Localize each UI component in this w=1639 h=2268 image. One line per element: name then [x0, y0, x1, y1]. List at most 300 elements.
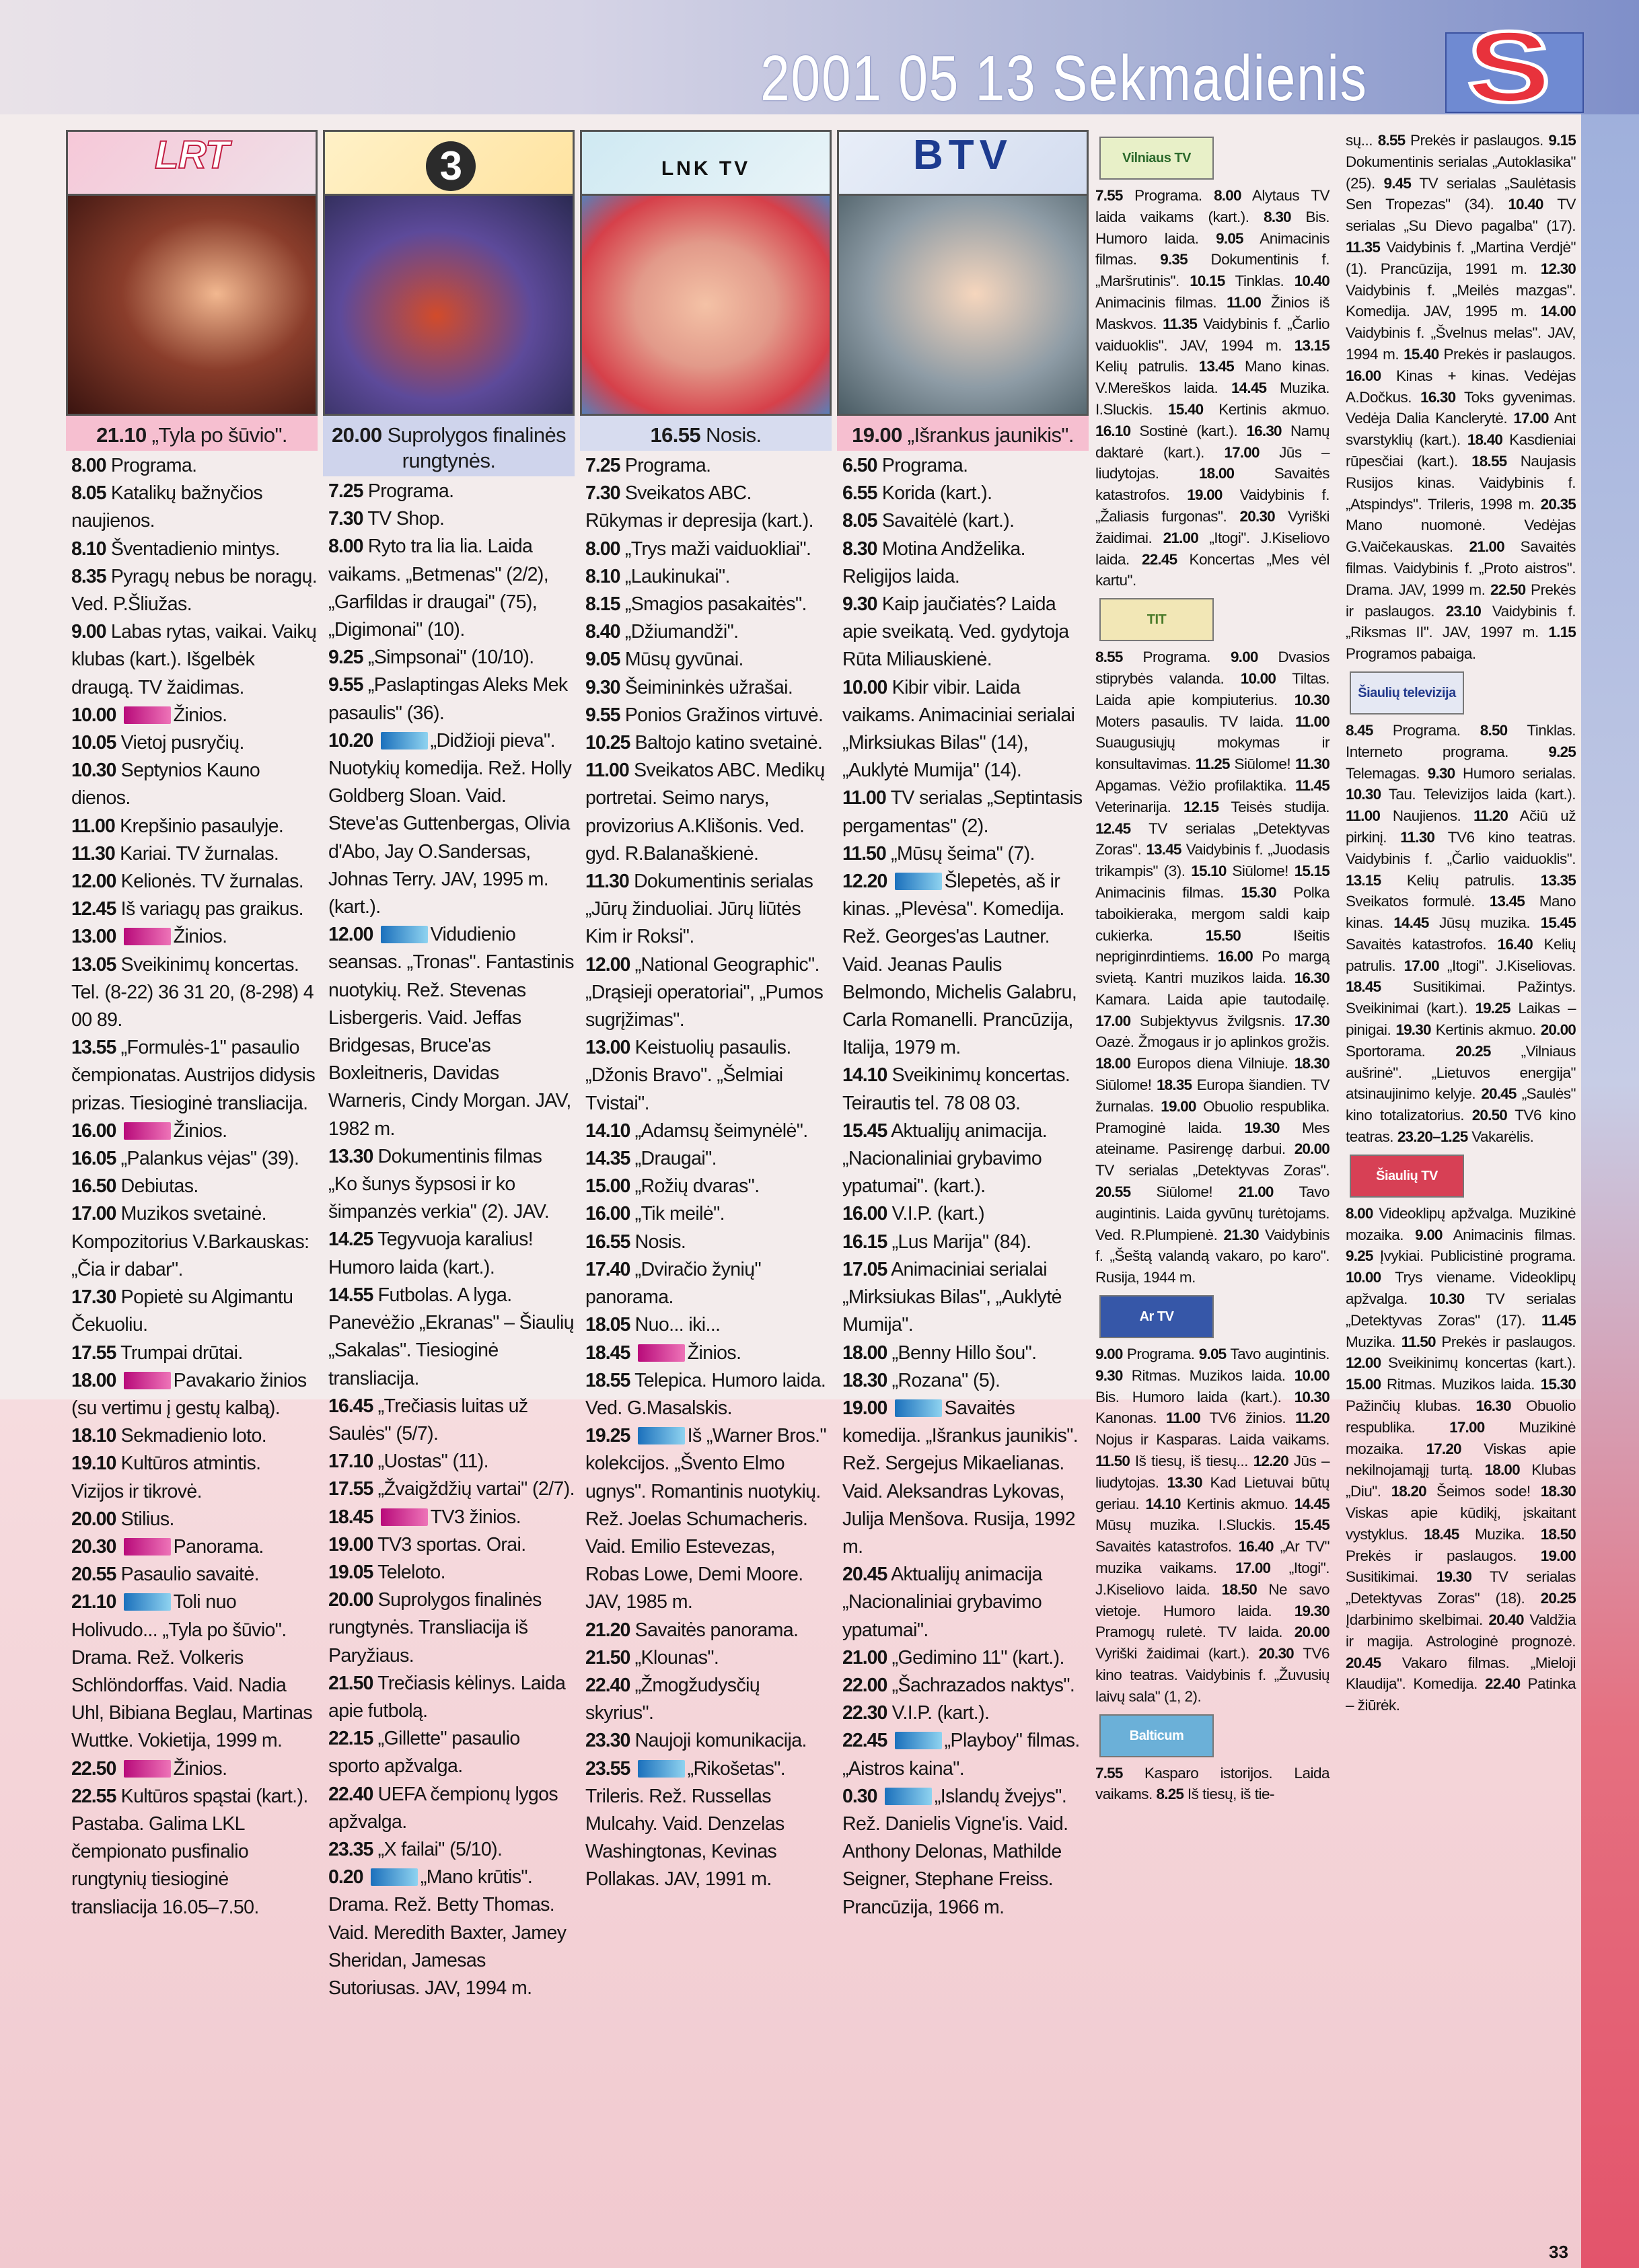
- program-time: 15.40: [1404, 345, 1439, 363]
- program-text: Žinios iš Maskvos.: [1095, 293, 1330, 332]
- program-text: TV serialas „Su Dievo pagalba" (17).: [1346, 196, 1576, 235]
- regional-channel-name: Šiaulių televizija: [1358, 685, 1456, 700]
- program-time: 11.00: [1295, 712, 1330, 730]
- program-text: „Klounas".: [634, 1646, 719, 1669]
- program-text: TV serialas „Saulėtasis Sen Tropezas" (34).: [1346, 174, 1576, 213]
- program-time: 19.00: [1161, 1097, 1196, 1115]
- program-time: 17.00: [1224, 443, 1260, 461]
- program-text: Vaidybinis f. „Šeštą valandą vakaro, po karo". Rusija, 1944 m.: [1095, 1226, 1330, 1286]
- program-time: 19.00: [1187, 486, 1223, 504]
- feature-title: [837, 416, 1089, 451]
- program-text: Europos diena Vilniuje.: [1136, 1055, 1288, 1072]
- program-time: 15.50: [1205, 926, 1241, 944]
- program-time: 15.00: [1346, 1376, 1381, 1393]
- program-text: Savaitės komedija. „Išrankus jaunikis". Rež. Sergejus Mikaelianas. Vaid. Aleksandras Lykovas, Julija Menšova. Rusija, 1992 m.: [842, 1397, 1079, 1558]
- program-text: Tinklas. Interneto programa.: [1346, 721, 1576, 760]
- program-text: Moters pasaulis. TV laida.: [1095, 712, 1284, 730]
- program-text: Animacinis filmas.: [1095, 883, 1224, 901]
- program-item: [842, 1062, 1089, 1117]
- program-time: 14.10: [842, 1064, 887, 1087]
- program-time: 14.45: [1393, 914, 1429, 932]
- program-item: [842, 1229, 1089, 1256]
- program-time: 22.40: [585, 1674, 630, 1696]
- program-text: Sveikinimų koncertas. Tel. (8-22) 36 31 20, (8-298) 4 00 89.: [71, 953, 314, 1031]
- program-time: 16.00: [1217, 948, 1253, 965]
- zinios-tag-icon: [381, 1508, 428, 1526]
- program-time: 8.30: [1264, 208, 1291, 225]
- program-text: Šeimos sode!: [1436, 1483, 1531, 1500]
- program-text: Ačiū už pirkinį.: [1346, 807, 1576, 846]
- program-time: 19.10: [71, 1453, 116, 1475]
- program-time: 19.00: [1540, 1547, 1576, 1564]
- page-date-title: [760, 42, 1368, 116]
- program-item: [585, 1173, 832, 1200]
- program-time: 14.35: [585, 1148, 630, 1170]
- program-time: 21.00: [842, 1646, 887, 1669]
- program-time: 15.10: [1191, 863, 1227, 880]
- program-text: Naujienos.: [1392, 807, 1461, 825]
- program-time: 21.00: [1163, 529, 1198, 546]
- program-time: 18.00: [1484, 1461, 1520, 1479]
- program-time: 10.30: [1294, 691, 1330, 708]
- program-item: [71, 1367, 318, 1422]
- program-time: 11.00: [71, 815, 115, 837]
- program-time: 20.40: [1488, 1611, 1524, 1628]
- channel-logo: [580, 130, 832, 194]
- program-text: Trumpai drūtai.: [120, 1342, 243, 1364]
- program-time: 18.50: [1221, 1580, 1257, 1598]
- program-time: 20.55: [1095, 1183, 1131, 1201]
- program-text: Savaitės katastrofos.: [1095, 1538, 1232, 1556]
- program-item: [585, 618, 832, 646]
- program-text: Kultūros atmintis. Vizijos ir tikrovė.: [71, 1453, 261, 1502]
- program-item: [71, 702, 318, 729]
- program-time: 8.10: [585, 565, 620, 587]
- program-time: 20.00: [1294, 1623, 1330, 1641]
- program-item: [842, 1340, 1089, 1367]
- program-item: [842, 591, 1089, 674]
- program-time: 23.55: [585, 1757, 630, 1780]
- filmas-tag-icon: [895, 1399, 942, 1417]
- program-time: 9.00: [1095, 1346, 1123, 1363]
- program-text: Nojus ir Kasparas. Laida vaikams.: [1095, 1431, 1330, 1449]
- program-time: 13.55: [71, 1037, 116, 1059]
- program-text: Telepica. Humoro laida. Ved. G.Masalskis.: [585, 1369, 826, 1419]
- program-time: 18.45: [585, 1342, 630, 1364]
- program-item: [71, 840, 318, 868]
- program-time: 16.10: [1095, 422, 1131, 439]
- channel-logo-text: LRT: [155, 133, 229, 177]
- program-text: Vietoj pusryčių.: [120, 732, 244, 754]
- program-item: [328, 1475, 575, 1503]
- program-text: Dokumentinis filmas „Ko šunys šypsosi ir ko šimpanzės verkia" (2). JAV.: [328, 1145, 550, 1223]
- program-time: 18.30: [1294, 1055, 1330, 1072]
- program-item: [585, 480, 832, 535]
- program-text: TV6 žinios.: [1209, 1410, 1286, 1427]
- program-item: [71, 1755, 318, 1783]
- program-time: 9.15: [1548, 132, 1576, 149]
- program-text: Suprolygos finalinės rungtynės. Transliacija iš Paryžiaus.: [328, 1589, 542, 1667]
- program-item: [328, 1282, 575, 1393]
- program-time: 22.50: [71, 1757, 116, 1780]
- program-list: [323, 476, 575, 2002]
- program-time: 16.30: [1246, 422, 1282, 439]
- program-time: 22.45: [1142, 550, 1177, 568]
- program-time: 11.30: [585, 871, 629, 893]
- channel-logo-text: 3: [426, 141, 476, 191]
- program-text: V.I.P. (kart.): [891, 1203, 984, 1225]
- program-text: Savaitės katastrofos.: [1346, 935, 1487, 953]
- program-text: Animaciniai serialai „Mirksiukas Bilas", „Auklytė Mumija".: [842, 1258, 1062, 1336]
- program-time: 15.40: [1167, 400, 1204, 418]
- program-text: „Formulės-1" pasaulio čempionatas. Austrijos didysis prizas. Tiesioginė transliacija.: [71, 1037, 316, 1114]
- program-text: Kasdieniai rūpesčiai (kart.).: [1346, 431, 1576, 470]
- program-time: 15.45: [1294, 1516, 1330, 1534]
- program-text: Korida (kart.).: [881, 482, 992, 505]
- program-item: [842, 1367, 1089, 1395]
- program-time: 16.40: [1238, 1538, 1274, 1556]
- program-text: „X failai" (5/10).: [377, 1838, 503, 1860]
- program-text: Po margą svietą. Kantri muzikos laida.: [1095, 948, 1330, 987]
- program-item: [585, 1229, 832, 1256]
- zinios-tag-icon: [638, 1344, 685, 1362]
- program-time: 9.00: [71, 621, 106, 643]
- program-item: [328, 727, 575, 921]
- program-text: Vyriški žaidimai (kart.).: [1095, 1645, 1249, 1662]
- program-text: Pyragų nebus be noragų. Ved. P.Šliužas.: [71, 565, 318, 616]
- program-text: „Palankus vėjas" (39).: [120, 1148, 299, 1170]
- program-time: 14.00: [1540, 303, 1576, 320]
- program-time: 17.00: [1404, 957, 1439, 974]
- program-time: 10.00: [1240, 669, 1276, 687]
- program-item: [328, 1531, 575, 1559]
- program-time: 9.30: [842, 593, 877, 616]
- program-text: Ritmas. Muzikos laida.: [1387, 1376, 1535, 1393]
- program-time: 9.25: [1346, 1247, 1373, 1265]
- program-text: „Itogi". J.Kiseliovo laida.: [1095, 1560, 1330, 1598]
- program-time: 18.35: [1156, 1076, 1192, 1094]
- regional-program-block: [1095, 185, 1330, 591]
- program-text: Ant svarstyklių (kart.).: [1346, 410, 1576, 449]
- program-text: „Laukinukai".: [624, 565, 730, 587]
- program-text: Ritmas. Muzikos laida.: [1131, 1366, 1286, 1384]
- day-letter-icon: S: [1467, 10, 1552, 123]
- program-item: [71, 1533, 318, 1561]
- program-time: 19.30: [1395, 1021, 1431, 1039]
- program-text: „Smagios pasakaitės".: [624, 593, 807, 616]
- program-time: 23.10: [1445, 602, 1482, 620]
- program-text: Žinios.: [173, 704, 227, 726]
- program-time: 23.35: [328, 1838, 373, 1860]
- filmas-tag-icon: [381, 926, 428, 943]
- program-item: [71, 1034, 318, 1118]
- program-time: 8.00: [71, 455, 106, 476]
- program-text: Oazė. Žmogaus ir jo aplinkos grožis.: [1095, 1033, 1330, 1051]
- program-text: Animacinis filmas.: [1453, 1226, 1576, 1243]
- program-text: Kad Lietuvai būtų geriau.: [1095, 1473, 1330, 1512]
- program-time: 22.55: [71, 1785, 116, 1807]
- program-text: Subjektyvus žvilgsnis.: [1140, 1012, 1285, 1029]
- program-item: [328, 671, 575, 727]
- program-time: 20.25: [1455, 1042, 1491, 1060]
- program-text: Iš tiesų, iš tiesų...: [1134, 1453, 1248, 1470]
- program-time: 19.30: [1436, 1568, 1472, 1586]
- feature-time: 19.00: [852, 423, 902, 447]
- program-item: [71, 1118, 318, 1145]
- program-item: [842, 452, 1089, 480]
- program-time: 13.35: [1540, 871, 1576, 889]
- program-time: 22.50: [1490, 581, 1526, 598]
- program-item: [842, 1395, 1089, 1561]
- regional-channel-logo: [1350, 671, 1464, 715]
- program-time: 23.20–1.25: [1397, 1128, 1468, 1146]
- program-text: „Tik meilė".: [634, 1203, 725, 1225]
- program-time: 21.00: [1469, 538, 1504, 556]
- program-item: [585, 1311, 832, 1339]
- program-time: 9.00: [1230, 649, 1258, 666]
- program-text: „Benny Hillo šou".: [891, 1342, 1037, 1364]
- program-time: 16.00: [71, 1120, 116, 1142]
- program-text: Pasaulio savaitė.: [120, 1564, 259, 1586]
- program-item: [842, 1200, 1089, 1228]
- program-item: [71, 1588, 318, 1755]
- program-text: Dvasios stiprybės valanda.: [1095, 649, 1330, 687]
- program-time: 12.30: [1540, 260, 1576, 277]
- program-item: [585, 729, 832, 757]
- program-text: Šlepetės, aš ir kinas. „Plevėsa". Komedija. Rež. Georges'as Lautner. Vaid. Jeanas Paulis Belmondo, Michelis Galabru, Carla Romanelli. Prancūzija, Italija, 1979 m.: [842, 871, 1077, 1059]
- program-time: 18.50: [1540, 1525, 1576, 1543]
- program-text: Programa.: [881, 455, 968, 476]
- program-text: Žinios.: [687, 1342, 741, 1364]
- program-text: Trečiasis kėlinys. Laida apie futbolą.: [328, 1672, 566, 1722]
- program-text: Toli nuo Holivudo... „Tyla po šūvio". Drama. Rež. Volkeris Schlöndorffas. Vaid. Nadia Uhl, Bibiana Beglau, Martinas Wuttke. Vokietija, 1999 m.: [71, 1591, 313, 1752]
- program-time: 9.30: [585, 676, 620, 698]
- program-text: Mano kinas. V.Mereškos laida.: [1095, 358, 1330, 397]
- program-item: [585, 452, 832, 480]
- program-text: „Simpsonai" (10/10).: [367, 647, 534, 669]
- program-time: 18.40: [1467, 431, 1503, 449]
- program-time: 0.20: [328, 1866, 363, 1889]
- regional-channel-name: Vilniaus TV: [1122, 151, 1191, 166]
- program-time: 22.15: [328, 1728, 373, 1750]
- program-item: [585, 674, 832, 702]
- program-time: 17.30: [71, 1286, 116, 1309]
- program-text: Aktualijų animacija „Nacionaliniai grybavimo ypatumai".: [842, 1564, 1042, 1641]
- program-item: [71, 729, 318, 757]
- program-item: [328, 1393, 575, 1448]
- program-item: [328, 1670, 575, 1725]
- filmas-tag-icon: [638, 1760, 685, 1778]
- program-time: 15.30: [1241, 883, 1276, 901]
- program-time: 22.40: [1485, 1675, 1521, 1693]
- program-item: [585, 536, 832, 563]
- program-time: 10.00: [71, 704, 116, 726]
- program-text: Mūsų gyvūnai.: [624, 649, 743, 671]
- feature-time: 16.55: [650, 423, 701, 447]
- program-item: [585, 1367, 832, 1422]
- program-text: Programa.: [1142, 649, 1211, 666]
- program-text: Jūsų muzika.: [1439, 914, 1531, 932]
- program-time: 12.45: [71, 898, 116, 920]
- program-time: 20.30: [71, 1535, 116, 1558]
- program-item: [71, 951, 318, 1035]
- program-text: „Gedimino 11" (kart.).: [891, 1646, 1064, 1669]
- program-time: 8.55: [1095, 649, 1123, 666]
- program-time: 11.30: [1400, 828, 1435, 846]
- program-text: Sekmadienio loto.: [120, 1425, 267, 1447]
- program-time: 17.20: [1426, 1440, 1461, 1457]
- program-time: 20.45: [842, 1564, 887, 1586]
- program-text: Kertinis akmuo.: [1186, 1495, 1288, 1512]
- program-time: 11.00: [585, 760, 629, 782]
- program-text: „National Geographic". „Drąsieji operatoriai", „Pumos sugrįžimas".: [585, 953, 824, 1031]
- program-text: Nosis.: [634, 1231, 686, 1253]
- program-text: Sveikinimų koncertas (kart.).: [1387, 1354, 1576, 1372]
- program-time: 8.00: [1346, 1204, 1373, 1222]
- program-time: 10.25: [585, 732, 630, 754]
- program-text: Kelių patrulis.: [1406, 871, 1515, 889]
- program-time: 17.00: [71, 1203, 116, 1225]
- program-time: 21.10: [71, 1591, 116, 1613]
- program-text: Dokumentinis serialas „Jūrų žinduoliai. Jūrų liūtės Kim ir Roksi".: [585, 871, 813, 948]
- program-time: 16.30: [1420, 388, 1456, 406]
- program-time: 19.00: [328, 1533, 373, 1556]
- date-text: 2001 05 13: [760, 42, 1037, 114]
- program-text: Kariai. TV žurnalas.: [120, 842, 279, 865]
- program-text: TV6 kino teatras. Vaidybinis f. „Čarlio vaiduoklis".: [1346, 828, 1576, 867]
- regional-channel-name: Ar TV: [1139, 1309, 1174, 1325]
- program-item: [585, 1644, 832, 1672]
- program-text: „Gillette" pasaulio sporto apžvalga.: [328, 1728, 520, 1778]
- program-time: 13.30: [1167, 1473, 1202, 1491]
- program-text: Vaidybinis f. „Meilės mazgas". Komedija. JAV, 1995 m.: [1346, 281, 1576, 320]
- program-time: 19.30: [1244, 1119, 1280, 1136]
- program-item: [585, 1034, 832, 1118]
- program-time: 10.20: [328, 729, 373, 752]
- program-item: [328, 1781, 575, 1836]
- program-item: [71, 1200, 318, 1284]
- program-text: Sveikatos formulė.: [1346, 893, 1476, 910]
- program-text: Įvykiai. Publicistinė programa.: [1379, 1247, 1576, 1265]
- program-item: [585, 1617, 832, 1644]
- program-time: 22.30: [842, 1702, 887, 1724]
- program-time: 16.30: [1294, 970, 1330, 987]
- program-text: Pavakario žinios (su vertimu į gestų kalbą).: [71, 1369, 307, 1419]
- program-text: Kasparo istorijos. Laida vaikams.: [1095, 1764, 1330, 1803]
- program-time: 18.00: [1198, 465, 1235, 482]
- channel-column-3: [837, 130, 1089, 1922]
- program-text: Dokumentinis f. „Maršrutinis".: [1095, 251, 1330, 290]
- program-item: [585, 868, 832, 951]
- program-time: 10.30: [71, 760, 116, 782]
- program-time: 18.10: [71, 1425, 116, 1447]
- program-text: Prekės ir paslaugos.: [1441, 1333, 1576, 1350]
- program-text: Aktualijų animacija. „Nacionaliniai grybavimo ypatumai". (kart.).: [842, 1120, 1048, 1198]
- program-text: Trys viename. Videoklipų apžvalga.: [1346, 1269, 1576, 1308]
- program-text: Susitikimai.: [1346, 1568, 1418, 1586]
- program-time: 11.50: [1095, 1453, 1130, 1470]
- program-time: 17.00: [1449, 1418, 1485, 1436]
- program-time: 11.35: [1162, 315, 1198, 332]
- program-time: 15.45: [842, 1120, 887, 1142]
- program-item: [71, 757, 318, 812]
- program-text: Telemagas.: [1346, 764, 1420, 782]
- program-time: 10.05: [71, 732, 116, 754]
- program-time: 15.45: [1540, 914, 1576, 932]
- program-text: Vidudienio seansas. „Tronas". Fantastinis nuotykių. Rež. Stevenas Lisbergeris. Vaid. Jeffas Bridgesas, Bruce'as Boxleitneris, Davidas Warneris, Cindy Morgan. JAV, 1982 m.: [328, 924, 574, 1140]
- program-text: Katalikų bažnyčios naujienos.: [71, 482, 263, 532]
- channel-column-1: [323, 130, 575, 2002]
- program-text: Prekės ir paslaugos.: [1443, 345, 1576, 363]
- program-time: 21.50: [328, 1672, 373, 1694]
- program-text: Nuo... iki...: [634, 1314, 721, 1336]
- program-time: 20.30: [1239, 507, 1275, 525]
- zinios-tag-icon: [124, 1760, 171, 1778]
- program-time: 8.35: [71, 565, 106, 587]
- regional-channel-name: Balticum: [1129, 1728, 1184, 1743]
- zinios-tag-icon: [124, 1538, 171, 1556]
- program-text: Kultūros spąstai (kart.). Pastaba. Galima LKL čempionato pusfinalio rungtynių tiesioginė transliacija 16.05–7.50.: [71, 1785, 308, 1918]
- program-time: 16.00: [842, 1203, 887, 1225]
- program-text: TV serialas „Detektyvas Zoras" (18).: [1346, 1568, 1576, 1607]
- program-time: 10.00: [1294, 1366, 1330, 1384]
- program-item: [71, 1561, 318, 1588]
- program-text: Obuolio respublika.: [1346, 1397, 1576, 1436]
- program-text: TV serialas „Detektyvas Zoras".: [1095, 819, 1330, 858]
- program-text: UEFA čempionų lygos apžvalga.: [328, 1783, 558, 1833]
- program-item: [585, 1145, 832, 1173]
- program-item: [328, 1559, 575, 1586]
- program-text: Iš „Warner Bros." kolekcijos. „Švento Elmo ugnys". Romantinis nuotykių. Rež. Joelas Schumacheris. Vaid. Emilio Estevezas, Robas Lowe, Demi Moore. JAV, 1985 m.: [585, 1425, 826, 1613]
- program-text: Pažinčių klubas.: [1346, 1397, 1461, 1415]
- program-text: Kaip jaučiatės? Laida apie sveikatą. Ved. gydytoja Rūta Miliauskienė.: [842, 593, 1069, 671]
- program-time: 12.00: [71, 871, 116, 893]
- program-text: Labas rytas, vaikai. Vaikų klubas (kart.). Išgelbėk draugą. TV žaidimas.: [71, 621, 317, 698]
- program-text: „Žmogžudysčių skyrius".: [585, 1674, 760, 1724]
- program-time: 10.30: [1294, 1388, 1330, 1405]
- program-text: Apgamas. Vėžio profilaktika.: [1095, 776, 1287, 794]
- program-time: 11.00: [842, 787, 886, 809]
- program-time: 20.00: [1294, 1140, 1330, 1158]
- program-text: Animacinis filmas.: [1095, 229, 1330, 268]
- program-time: 18.55: [585, 1369, 630, 1391]
- program-text: Septynios Kauno dienos.: [71, 760, 260, 809]
- program-text: Muzika. I.Sluckis.: [1095, 379, 1330, 418]
- program-item: [842, 840, 1089, 868]
- program-text: „Dviračio žynių" panorama.: [585, 1258, 762, 1309]
- program-text: TV serialas „Detektyvas Zoras" (17).: [1346, 1290, 1576, 1329]
- zinios-tag-icon: [124, 1122, 171, 1140]
- program-time: 12.00: [1346, 1354, 1381, 1372]
- program-text: Mūsų muzika. I.Sluckis.: [1095, 1516, 1276, 1534]
- program-item: [71, 563, 318, 618]
- program-text: Keistuolių pasaulis. „Džonis Bravo". „Šelmiai Tvistai".: [585, 1037, 791, 1114]
- program-time: 9.55: [585, 704, 620, 726]
- program-text: Laikas – pinigai.: [1346, 1000, 1576, 1039]
- program-item: [71, 868, 318, 895]
- program-time: 11.30: [71, 842, 115, 865]
- program-time: 17.00: [1235, 1560, 1271, 1577]
- program-text: Naujoji komunikacija.: [634, 1730, 807, 1752]
- feature-text: „Išrankus jaunikis".: [907, 423, 1074, 447]
- program-text: Siūlome!: [1234, 756, 1291, 773]
- program-item: [71, 480, 318, 535]
- program-item: [328, 1226, 575, 1281]
- channel-photo: [580, 194, 832, 416]
- regional-channel-name: Šiaulių TV: [1376, 1168, 1438, 1183]
- program-item: [328, 644, 575, 671]
- program-text: Kelių patrulis.: [1095, 358, 1188, 375]
